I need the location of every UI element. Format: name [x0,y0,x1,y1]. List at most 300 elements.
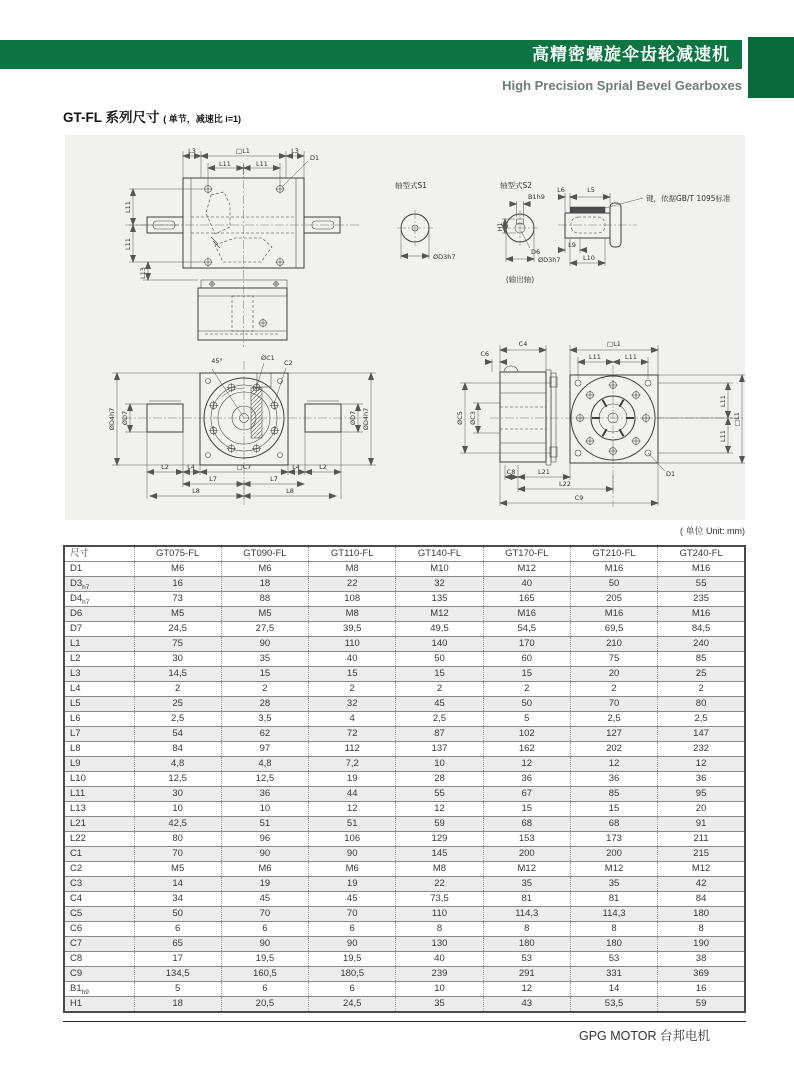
cell-value: 200 [570,847,657,862]
dim-label: □L1 [607,340,621,348]
cell-value: 67 [483,787,570,802]
dim-label: C8 [506,468,516,476]
dim-label: L9 [568,241,576,249]
dim-label: ØD7 [121,410,129,426]
cell-value: 70 [570,697,657,712]
cell-value: 73,5 [396,892,483,907]
cell-value: 38 [658,952,745,967]
cell-value: 10 [396,757,483,772]
footer-brand: GPG MOTOR 台邦电机 [578,1029,710,1043]
cell-value: 18 [134,997,221,1013]
cell-value: 42 [658,877,745,892]
cell-value: 30 [134,652,221,667]
table-row [64,727,745,742]
cell-value: 2 [570,682,657,697]
cell-value: 53 [483,952,570,967]
cell-value: 153 [483,832,570,847]
cell-value: M16 [658,562,745,577]
cell-value: 200 [483,847,570,862]
dim-label: L3 [291,147,299,155]
cell-value: 42,5 [134,817,221,832]
row-label: C6 [70,923,83,934]
cell-value: 65 [134,937,221,952]
cell-value: 4,8 [134,757,221,772]
cell-value: 114,3 [570,907,657,922]
dim-label: L4 [187,463,195,471]
row-label: L7 [70,728,81,739]
row-label: L3 [70,668,81,679]
row-label: C1 [70,848,83,859]
table-row [64,652,745,667]
dim-label: L10 [583,254,595,262]
dim-label: ØC3 [469,411,477,425]
cell-value: 90 [221,637,308,652]
dim-label: L4 [292,463,300,471]
dim-label: L21 [538,468,550,476]
cell-value: 291 [483,967,570,982]
dim-label: ØC1 [261,354,275,362]
cell-value: M6 [134,562,221,577]
row-label: L13 [70,803,86,814]
cell-value: 19 [221,877,308,892]
cell-value: 75 [134,637,221,652]
cell-value: 134,5 [134,967,221,982]
cell-value: 8 [570,922,657,937]
cell-value: 28 [396,772,483,787]
spec-table-wrap [63,545,746,1013]
cell-value: 40 [396,952,483,967]
table-row [64,637,745,652]
cell-value: 55 [396,787,483,802]
cell-value: 81 [483,892,570,907]
cell-value: 135 [396,592,483,607]
cell-value: 162 [483,742,570,757]
cell-value: 145 [396,847,483,862]
cell-value: 110 [396,907,483,922]
cell-value: 81 [570,892,657,907]
table-row [64,832,745,847]
cell-value: 12 [658,757,745,772]
cell-value: 68 [570,817,657,832]
dim-label: □C7 [236,463,252,471]
cell-value: 35 [483,877,570,892]
cell-value: 5 [134,982,221,997]
cell-value: M12 [483,562,570,577]
cell-value: 62 [221,727,308,742]
table-row [64,592,745,607]
row-label: C9 [70,968,83,979]
cell-value: 108 [309,592,396,607]
dim-label: ØD4h7 [362,407,370,431]
row-label: $B1_{h9}$ [70,983,89,996]
cell-value: 84 [134,742,221,757]
cell-value: 43 [483,997,570,1013]
cell-value: 70 [309,907,396,922]
cell-value: 173 [570,832,657,847]
cell-value: 331 [570,967,657,982]
cell-value: M6 [221,862,308,877]
dim-label: ØD3h7 [538,256,561,264]
cell-value: 10 [221,802,308,817]
shaft-s2-title: 轴型式S2 [500,181,533,190]
row-label: L10 [70,773,86,784]
row-label: L2 [70,653,81,664]
cell-value: 16 [134,577,221,592]
cell-value: M6 [309,862,396,877]
cell-value: M6 [221,562,308,577]
table-row [64,577,745,592]
cell-value: 6 [309,982,396,997]
col-header-model: GT240-FL [658,546,745,562]
cell-value: 50 [483,697,570,712]
cell-value: M12 [396,607,483,622]
dim-label: L11 [625,353,637,361]
dim-label: L6 [557,186,565,194]
row-label: C2 [70,863,83,874]
row-label: C4 [70,893,83,904]
row-label: L11 [70,788,86,799]
cell-value: 4,8 [221,757,308,772]
cell-value: 165 [483,592,570,607]
cell-value: 50 [570,577,657,592]
table-row [64,937,745,952]
cell-value: 102 [483,727,570,742]
cell-value: 19,5 [221,952,308,967]
dim-label: □L1 [236,147,250,155]
cell-value: 6 [134,922,221,937]
cell-value: 36 [658,772,745,787]
cell-value: 45 [309,892,396,907]
table-row [64,892,745,907]
dim-label: L2 [319,463,327,471]
cell-value: 2 [396,682,483,697]
series-name: GT-FL 系列尺寸 [63,110,160,125]
row-label: L1 [70,638,81,649]
cell-value: 8 [396,922,483,937]
dim-label: C4 [518,340,528,348]
table-row [64,877,745,892]
cell-value: 35 [396,997,483,1013]
page-subtitle: High Precision Sprial Bevel Gearboxes [502,78,742,93]
cell-value: 54 [134,727,221,742]
cell-value: 130 [396,937,483,952]
cell-value: 55 [658,577,745,592]
cell-value: 8 [483,922,570,937]
table-row [64,862,745,877]
row-label: L22 [70,833,86,844]
cell-value: 75 [570,652,657,667]
cell-value: 73 [134,592,221,607]
cell-value: 190 [658,937,745,952]
cell-value: 2 [483,682,570,697]
cell-value: M16 [658,607,745,622]
cell-value: 16 [658,982,745,997]
cell-value: 27,5 [221,622,308,637]
cell-value: 2 [658,682,745,697]
table-row [64,787,745,802]
cell-value: 95 [658,787,745,802]
cell-value: 59 [396,817,483,832]
dim-label: C6 [480,350,489,358]
cell-value: 12 [483,757,570,772]
row-label: $D4_{h7}$ [70,593,90,606]
cell-value: 36 [221,787,308,802]
dim-label: L11 [719,430,727,442]
col-header-model: GT110-FL [309,546,396,562]
cell-value: 20,5 [221,997,308,1013]
row-label: D6 [70,608,83,619]
cell-value: 180 [658,907,745,922]
cell-value: 85 [570,787,657,802]
cell-value: 15 [570,802,657,817]
cell-value: M5 [134,607,221,622]
row-label: L8 [70,743,81,754]
cell-value: 5 [483,712,570,727]
table-row [64,667,745,682]
key-note-label: 键，依据GB/T 1095标准 [646,194,731,203]
table-row [64,742,745,757]
footer-divider [63,1021,746,1022]
table-row [64,982,745,997]
cell-value: 80 [134,832,221,847]
cell-value: M5 [134,862,221,877]
cell-value: 14 [134,877,221,892]
table-row [64,922,745,937]
cell-value: 35 [570,877,657,892]
cell-value: 39,5 [309,622,396,637]
cell-value: 72 [309,727,396,742]
technical-drawing-panel [65,135,745,520]
cell-value: 369 [658,967,745,982]
col-header-model: GT075-FL [134,546,221,562]
cell-value: 90 [221,847,308,862]
bottom-view [108,354,376,505]
cell-value: 10 [134,802,221,817]
cell-value: 2 [221,682,308,697]
cell-value: 17 [134,952,221,967]
dim-label: L11 [256,160,268,168]
cell-value: 36 [570,772,657,787]
cell-value: 28 [221,697,308,712]
cell-value: 84 [658,892,745,907]
cell-value: 180,5 [309,967,396,982]
row-label: L9 [70,758,81,769]
row-label: H1 [70,998,83,1009]
cell-value: 110 [309,637,396,652]
cell-value: M5 [221,607,308,622]
cell-value: 97 [221,742,308,757]
cell-value: 129 [396,832,483,847]
dim-label: L3 [188,147,196,155]
cell-value: 22 [396,877,483,892]
cell-value: 50 [396,652,483,667]
cell-value: 69,5 [570,622,657,637]
spec-table [63,545,746,1013]
cell-value: 19 [309,772,396,787]
cell-value: 15 [483,802,570,817]
cell-value: 211 [658,832,745,847]
cell-value: 160,5 [221,967,308,982]
table-row [64,967,745,982]
cell-value: M8 [309,607,396,622]
dim-label: L11 [589,353,601,361]
cell-value: M12 [570,862,657,877]
row-label: L4 [70,683,81,694]
cell-value: 50 [134,907,221,922]
dim-label: L7 [209,475,217,483]
row-label: L6 [70,713,81,724]
cell-value: 235 [658,592,745,607]
dim-label: L7 [270,475,278,483]
cell-value: 2,5 [570,712,657,727]
cell-value: 59 [658,997,745,1013]
front-view [124,147,360,347]
cell-value: 45 [221,892,308,907]
cell-value: 25 [134,697,221,712]
cell-value: 91 [658,817,745,832]
cell-value: 20 [570,667,657,682]
cell-value: 36 [483,772,570,787]
row-label: C5 [70,908,83,919]
table-row [64,682,745,697]
dim-label: L13 [139,267,147,279]
cell-value: 32 [309,697,396,712]
cell-value: 30 [134,787,221,802]
dim-label: L8 [192,487,200,495]
cell-value: 2,5 [134,712,221,727]
cell-value: 24,5 [309,997,396,1013]
cell-value: 68 [483,817,570,832]
cell-value: 10 [396,982,483,997]
row-label: D7 [70,623,83,634]
cell-value: 24,5 [134,622,221,637]
cell-value: 239 [396,967,483,982]
cell-value: 19,5 [309,952,396,967]
cell-value: M12 [483,862,570,877]
dim-label: ØD4h7 [108,407,116,431]
cell-value: 40 [309,652,396,667]
cell-value: 90 [309,847,396,862]
cell-value: 3,5 [221,712,308,727]
cell-value: 60 [483,652,570,667]
cell-value: 84,5 [658,622,745,637]
cell-value: 4 [309,712,396,727]
cell-value: 53,5 [570,997,657,1013]
table-row [64,622,745,637]
col-header-model: GT210-FL [570,546,657,562]
cell-value: M16 [570,562,657,577]
table-row [64,562,745,577]
cell-value: 12 [309,802,396,817]
dim-label: B1h9 [528,193,545,201]
cell-value: 49,5 [396,622,483,637]
cell-value: 14,5 [134,667,221,682]
cell-value: 12,5 [221,772,308,787]
cell-value: 12 [483,982,570,997]
table-row [64,607,745,622]
table-row [64,802,745,817]
cell-value: M16 [483,607,570,622]
dim-label: H1 [496,222,504,232]
cell-value: 12 [570,757,657,772]
dim-label: L11 [124,201,132,213]
cell-value: 2 [309,682,396,697]
row-label: C8 [70,953,83,964]
cell-value: 70 [221,907,308,922]
cell-value: 6 [309,922,396,937]
cell-value: 8 [658,922,745,937]
side-flange-view [456,340,745,507]
col-header-dimension: 尺寸 [70,548,90,559]
dim-label: L11 [719,395,727,407]
cell-value: 202 [570,742,657,757]
cell-value: 106 [309,832,396,847]
section-title [63,106,241,126]
header-side-tab [748,37,794,98]
cell-value: 40 [483,577,570,592]
header-bar [0,40,742,69]
table-row [64,907,745,922]
cell-value: 20 [658,802,745,817]
cell-value: 137 [396,742,483,757]
col-header-model: GT170-FL [483,546,570,562]
cell-value: 85 [658,652,745,667]
dim-label: □L1 [733,412,741,426]
cell-value: 2,5 [658,712,745,727]
cell-value: M16 [570,607,657,622]
cell-value: 147 [658,727,745,742]
dim-label: D1 [666,470,676,478]
cell-value: 127 [570,727,657,742]
table-row [64,952,745,967]
output-shaft-label: (输出轴) [505,275,535,284]
cell-value: 180 [483,937,570,952]
cell-value: 22 [309,577,396,592]
cell-value: 205 [570,592,657,607]
cell-value: 45 [396,697,483,712]
table-row [64,712,745,727]
cell-value: 44 [309,787,396,802]
row-label: L21 [70,818,86,829]
cell-value: 35 [221,652,308,667]
cell-value: M10 [396,562,483,577]
row-label: D1 [70,563,83,574]
cell-value: 32 [396,577,483,592]
table-row [64,847,745,862]
shaft-s1-title: 轴型式S1 [395,181,428,190]
table-row [64,772,745,787]
cell-value: 15 [221,667,308,682]
cell-value: 215 [658,847,745,862]
cell-value: 18 [221,577,308,592]
dim-label: L11 [124,238,132,250]
cell-value: 232 [658,742,745,757]
cell-value: 170 [483,637,570,652]
cell-value: 2,5 [396,712,483,727]
cell-value: 15 [483,667,570,682]
row-label: C3 [70,878,83,889]
shaft-type-s2-view [496,180,561,284]
page-title: 高精密螺旋伞齿轮减速机 [532,45,730,64]
table-row [64,757,745,772]
cell-value: 80 [658,697,745,712]
cell-value: 14 [570,982,657,997]
dim-label: ØD3h7 [433,253,456,261]
cell-value: 240 [658,637,745,652]
dimension-drawing [65,135,745,520]
dim-label: D6 [531,248,541,256]
cell-value: 15 [396,667,483,682]
